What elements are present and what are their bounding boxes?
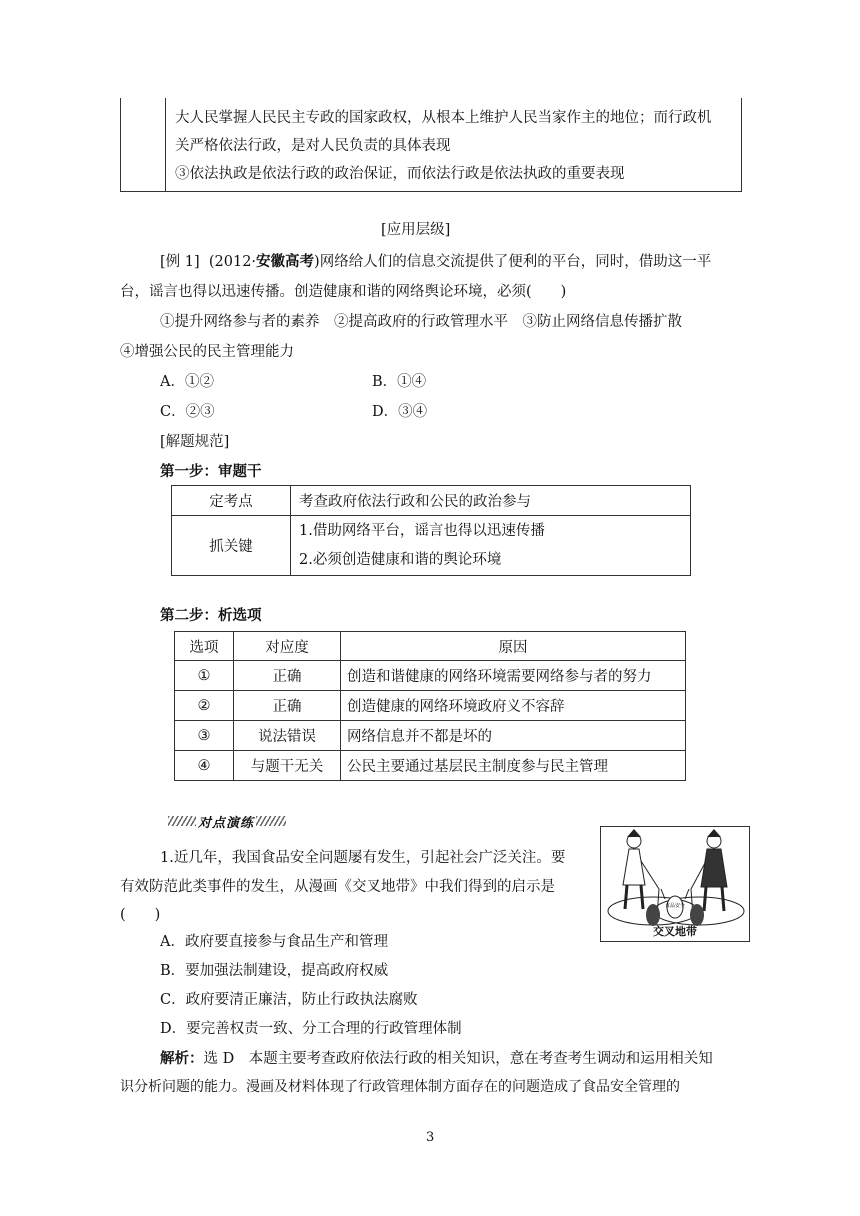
question-line-3: ( ) [120, 907, 161, 923]
example-line1-rest: )网络给人们的信息交流提供了便利的平台，同时，借助这一平 [314, 254, 712, 270]
page-number: 3 [426, 1130, 435, 1145]
cartoon-caption: 交叉地带 [653, 925, 697, 938]
example-statements-2: ④增强公民的民主管理能力 [120, 344, 294, 360]
example-source-pre: (2012· [208, 254, 257, 270]
col-header: 原因 [341, 632, 686, 661]
option-a: A．①② [160, 374, 214, 390]
practice-option-d: D．要完善权责一致、分工合理的行政管理体制 [160, 1021, 462, 1037]
practice-option-a: A．政府要直接参与食品生产和管理 [160, 934, 388, 950]
cell-fit: 正确 [234, 691, 341, 721]
example-line-2: 台，谣言也得以迅速传播。创造健康和谐的网络舆论环境，必须( ) [120, 284, 567, 300]
answer-line-1 [160, 1047, 713, 1068]
banner-text: 对点演练 [198, 816, 255, 831]
col-header: 选项 [175, 632, 234, 661]
section-heading: [应用层级] [381, 222, 451, 238]
cell-reason: 公民主要通过基层民主制度参与民主管理 [341, 751, 686, 781]
banner-stripes-right [256, 816, 286, 826]
step2-table [174, 631, 686, 781]
step2-heading: 第二步：析选项 [160, 608, 262, 624]
option-c: C．②③ [160, 404, 215, 420]
example-statements-1: ①提升网络参与者的素养 ②提高政府的行政管理水平 ③防止网络信息传播扩散 [160, 314, 682, 330]
step1-value: 考查政府依法行政和公民的政治参与 [291, 486, 691, 516]
cell-option: ③ [175, 721, 234, 751]
example-tag: [例 1] [160, 254, 200, 270]
step1-table [171, 485, 691, 576]
cell-fit: 说法错误 [234, 721, 341, 751]
cell-fit: 正确 [234, 661, 341, 691]
cartoon-label: 食品安全 [664, 903, 686, 909]
example-source: 安徽高考 [256, 254, 315, 270]
banner-stripes-left [168, 816, 196, 826]
cell-option: ④ [175, 751, 234, 781]
answer-text: 选 D 本题主要考查政府依法行政的相关知识，意在考查考生调动和运用相关知 [203, 1051, 713, 1067]
step1-heading: 第一步：审题干 [160, 464, 262, 480]
example-line-1 [160, 250, 711, 271]
analysis-heading: [解题规范] [160, 434, 230, 450]
cartoon-image [600, 826, 750, 942]
cell-option: ② [175, 691, 234, 721]
top-table-line-2: 关严格依法行政，是对人民负责的具体表现 [175, 138, 451, 154]
col-header: 对应度 [234, 632, 341, 661]
question-line-2: 有效防范此类事件的发生，从漫画《交叉地带》中我们得到的启示是 [120, 879, 555, 895]
practice-banner [168, 812, 288, 830]
question-line-1: 1.近几年，我国食品安全问题屡有发生，引起社会广泛关注。要 [160, 850, 566, 866]
top-table-line-3: ③依法执政是依法行政的政治保证，而依法行政是依法执政的重要表现 [175, 166, 625, 182]
cell-option: ① [175, 661, 234, 691]
top-table [120, 98, 742, 192]
step1-key: 抓关键 [172, 516, 291, 576]
cell-reason: 创造健康的网络环境政府义不容辞 [341, 691, 686, 721]
cell-reason: 网络信息并不都是坏的 [341, 721, 686, 751]
cell-fit: 与题干无关 [234, 751, 341, 781]
practice-option-b: B．要加强法制建设，提高政府权威 [160, 963, 389, 979]
answer-label: 解析： [160, 1051, 204, 1067]
answer-line-2: 识分析问题的能力。漫画及材料体现了行政管理体制方面存在的问题造成了食品安全管理的 [120, 1079, 680, 1095]
top-table-line-1: 大人民掌握人民民主专政的国家政权，从根本上维护人民当家作主的地位；而行政机 [175, 110, 712, 126]
option-d: D．③④ [372, 404, 428, 420]
step1-value [291, 516, 691, 576]
cell-reason: 创造和谐健康的网络环境需要网络参与者的努力 [341, 661, 686, 691]
step1-key: 定考点 [172, 486, 291, 516]
practice-option-c: C．政府要清正廉洁，防止行政执法腐败 [160, 992, 418, 1008]
step1-value-line: 2.必须创造健康和谐的舆论环境 [299, 551, 502, 568]
step1-value-line: 1.借助网络平台，谣言也得以迅速传播 [299, 522, 545, 539]
option-b: B．①④ [372, 374, 427, 390]
